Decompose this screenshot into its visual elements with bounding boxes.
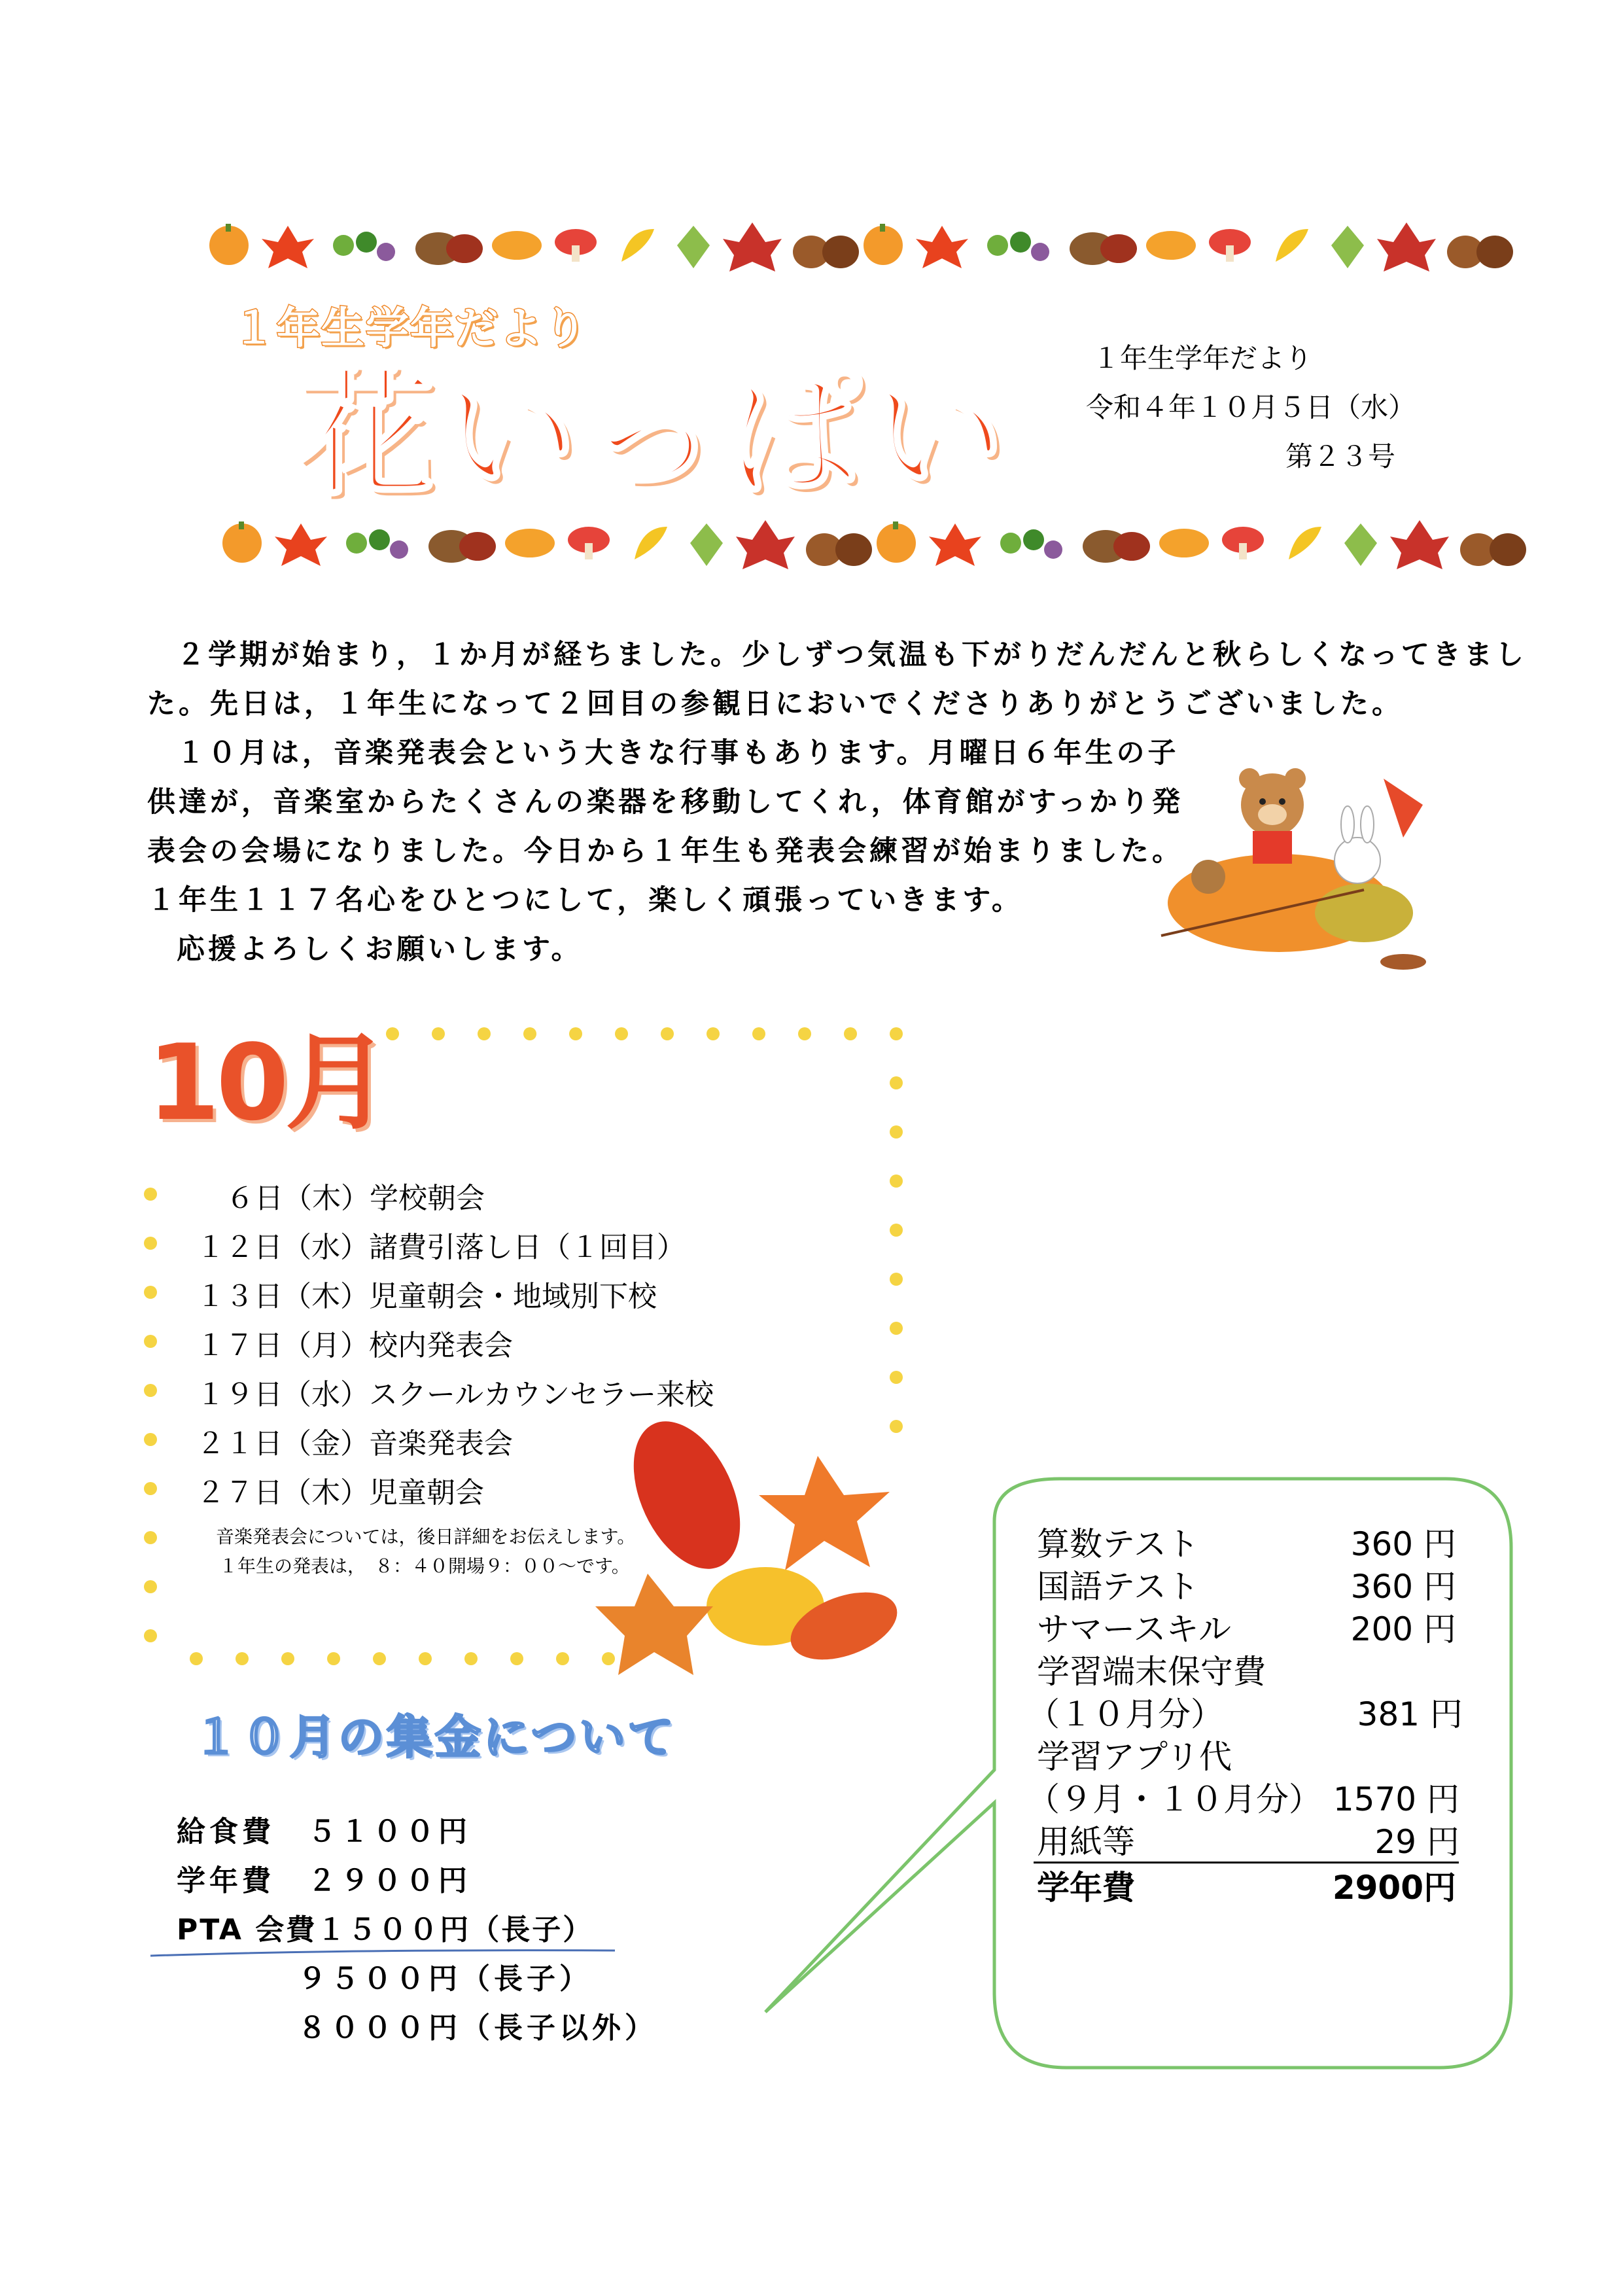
event-item: ２７日（木）児童朝会: [196, 1476, 484, 1510]
intro-line-4: 供達が，音楽室からたくさんの楽器を移動してくれ，体育館がすっかり発: [147, 786, 1183, 819]
breakdown-amount: 1570 円: [1333, 1780, 1459, 1818]
breakdown-label: 学習アプリ代: [1037, 1738, 1232, 1776]
intro-line-7: 応援よろしくお願いします。: [177, 933, 583, 966]
autumn-garland-bottom: [0, 514, 1623, 573]
fee-item: 給食費 ５１００円: [177, 1815, 471, 1848]
breakdown-label: 国語テスト: [1037, 1568, 1199, 1606]
breakdown-total-amount: 2900円: [1332, 1869, 1456, 1907]
intro-line-6: １年生１１７名心をひとつにして，楽しく頑張っていきます。: [147, 884, 1023, 917]
breakdown-amount: 29 円: [1374, 1823, 1459, 1861]
breakdown-speech-bubble: [752, 1475, 1524, 2077]
intro-line-3: １０月は，音楽発表会という大きな行事もあります。月曜日６年生の子: [177, 737, 1179, 769]
autumn-garland-top: [0, 216, 1623, 275]
event-note: 音楽発表会については，後日詳細をお伝えします。: [216, 1526, 636, 1547]
fee-item: ９５００円（長子）: [298, 1962, 592, 1996]
fee-item: 学年費 ２９００円: [177, 1864, 471, 1898]
collection-heading: １０月の集金について: [193, 1710, 676, 1764]
issue-date: 令和４年１０月５日（水）: [1086, 391, 1416, 423]
underline-stroke: [147, 1947, 618, 1960]
breakdown-amount: 381 円: [1357, 1695, 1463, 1733]
intro-line-5: 表会の会場になりました。今日から１年生も発表会練習が始まりました。: [147, 835, 1183, 868]
event-item: ６日（木）学校朝会: [226, 1182, 485, 1215]
breakdown-label: 学習端末保守費: [1037, 1653, 1266, 1691]
event-item: ２１日（金）音楽発表会: [196, 1427, 513, 1460]
breakdown-label: 用紙等: [1037, 1823, 1135, 1861]
breakdown-label: （１０月分）: [1027, 1695, 1223, 1733]
event-item: １９日（水）スクールカウンセラー来校: [196, 1378, 714, 1411]
breakdown-amount: 360 円: [1350, 1525, 1456, 1563]
event-item: １３日（木）児童朝会・地域別下校: [196, 1280, 657, 1313]
bear-rabbit-illustration: [1148, 752, 1449, 975]
meta-label: １年生学年だより: [1092, 342, 1313, 374]
event-item: １７日（月）校内発表会: [196, 1329, 513, 1362]
breakdown-amount: 360 円: [1350, 1568, 1456, 1606]
breakdown-total-label: 学年費: [1037, 1869, 1135, 1907]
breakdown-label: （９月・１０月分）: [1027, 1780, 1321, 1818]
series-title: １年生学年だより: [232, 303, 588, 353]
breakdown-amount: 200 円: [1350, 1610, 1456, 1648]
breakdown-label: 算数テスト: [1037, 1525, 1199, 1563]
fee-item: ８０００円（長子以外）: [298, 2011, 657, 2045]
newsletter-title: 花いっぱい: [298, 355, 1011, 515]
fee-item: PTA 会費１５００円（長子）: [177, 1913, 594, 1947]
intro-line-1: ２学期が始まり，１か月が経ちました。少しずつ気温も下がりだんだんと秋らしくなってきまし: [177, 639, 1527, 671]
event-item: １２日（水）諸費引落し日（１回目）: [196, 1231, 686, 1264]
intro-line-2: た。先日は，１年生になって２回目の参観日においでくださりありがとうございました。: [147, 688, 1403, 720]
calendar-month-heading: 10月: [147, 1021, 386, 1144]
event-note: １年生の発表は， ８：４０開場９：００〜です。: [219, 1555, 630, 1577]
total-divider: [1034, 1862, 1459, 1863]
breakdown-label: サマースキル: [1037, 1610, 1231, 1648]
issue-number: 第２３号: [1285, 440, 1396, 472]
